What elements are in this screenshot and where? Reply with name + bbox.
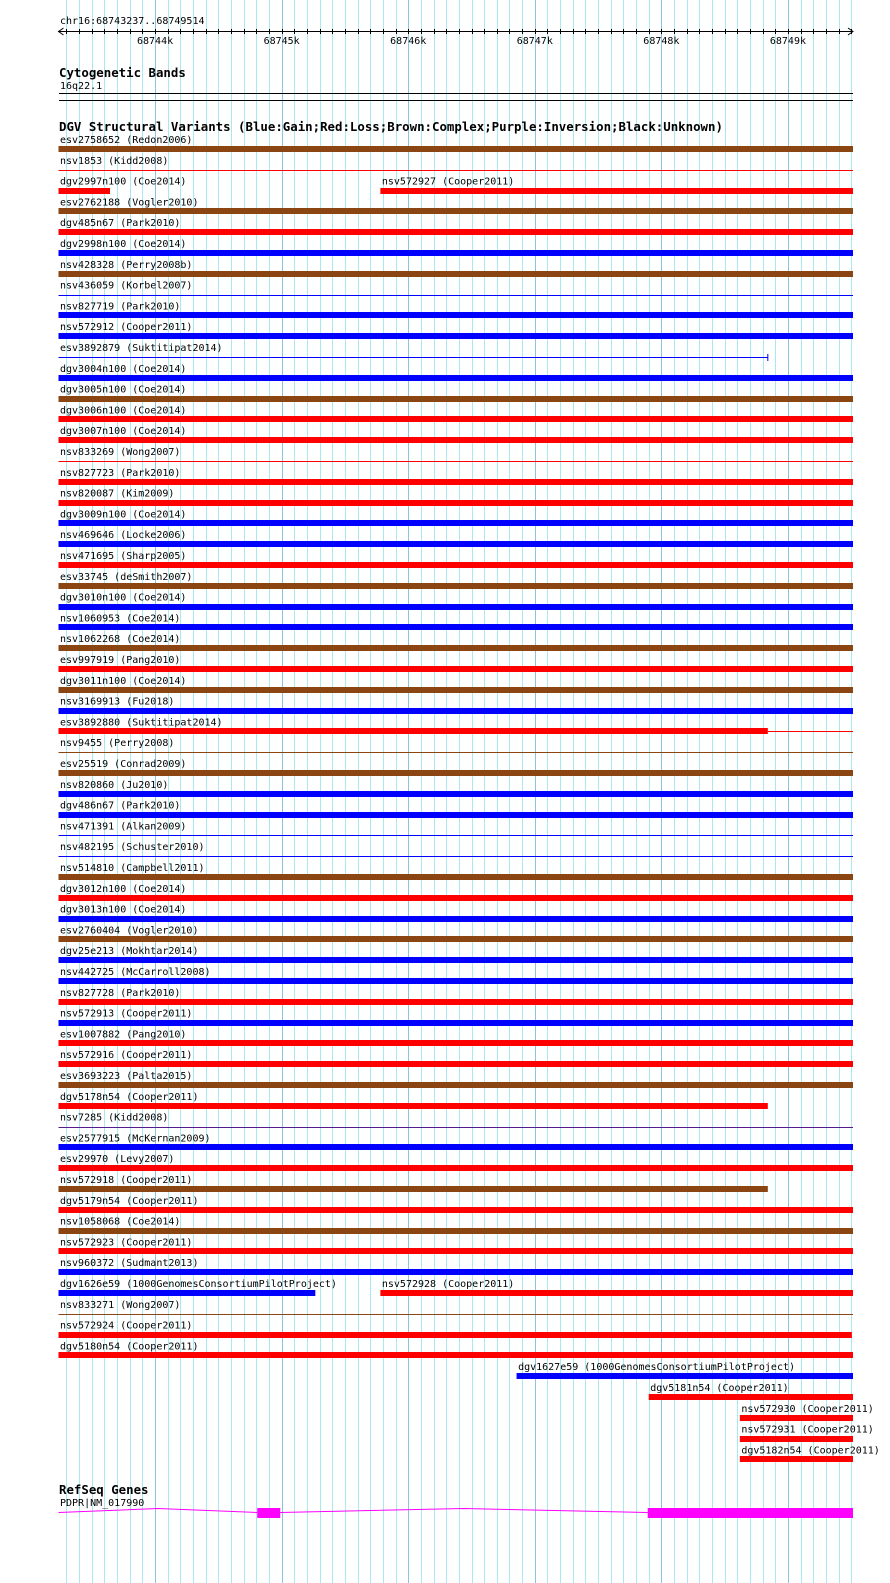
intron-line	[280, 1509, 647, 1513]
variant-label: nsv442725 (McCarroll2008)	[60, 967, 211, 978]
variant-feature[interactable]	[59, 676, 854, 693]
variant-feature[interactable]	[59, 509, 854, 526]
variant-bar	[59, 188, 111, 194]
variant-label: dgv5181n54 (Cooper2011)	[650, 1383, 789, 1394]
variant-bar	[59, 437, 854, 443]
variant-bar	[59, 708, 854, 714]
cytogenetic-bands-track	[59, 65, 853, 101]
variant-feature[interactable]	[59, 572, 854, 589]
variant-feature[interactable]	[59, 1258, 854, 1275]
variant-feature[interactable]	[59, 218, 854, 235]
exon-block[interactable]	[257, 1508, 280, 1518]
variant-label: dgv3011n100 (Coe2014)	[60, 675, 187, 687]
dgv-track-title[interactable]: DGV Structural Variants (Blue:Gain;Red:Loss;Brown:Complex;Purple:Inversion;Black:Unknown)	[59, 119, 723, 134]
variant-feature[interactable]	[59, 842, 854, 856]
variant-label: nsv572918 (Cooper2011)	[60, 1175, 193, 1186]
variant-label: dgv3004n100 (Coe2014)	[60, 363, 187, 375]
variant-feature[interactable]	[59, 1237, 854, 1254]
variant-feature[interactable]	[59, 405, 854, 422]
variant-feature[interactable]	[59, 551, 854, 568]
variant-feature[interactable]	[59, 1300, 854, 1315]
variant-label: nsv3169913 (Fu2018)	[60, 696, 175, 708]
variant-label: esv2758652 (Redon2006)	[60, 135, 193, 146]
variant-feature[interactable]	[59, 322, 854, 339]
variant-feature[interactable]	[59, 738, 854, 752]
variant-label: dgv5179n54 (Cooper2011)	[60, 1195, 199, 1207]
variant-label: dgv3012n100 (Coe2014)	[60, 883, 187, 895]
variant-label: nsv572931 (Cooper2011)	[741, 1424, 874, 1436]
variant-label: esv2577915 (McKernan2009)	[60, 1133, 211, 1145]
variant-feature[interactable]	[59, 717, 854, 734]
variant-feature[interactable]	[59, 530, 854, 547]
variant-label: nsv572913 (Cooper2011)	[60, 1008, 193, 1020]
variant-feature[interactable]	[59, 489, 854, 506]
variant-label: nsv572916 (Cooper2011)	[60, 1050, 193, 1062]
variant-bar	[59, 541, 854, 547]
variant-feature[interactable]	[59, 967, 854, 984]
variant-feature[interactable]	[59, 1113, 854, 1128]
variant-bar	[59, 520, 854, 526]
variant-bar	[59, 312, 854, 318]
gene-label[interactable]: PDPR|NM_017990	[60, 1498, 145, 1509]
variant-bar	[59, 874, 854, 880]
variant-label: nsv572924 (Cooper2011)	[60, 1320, 193, 1332]
variant-label: nsv9455 (Perry2008)	[60, 738, 175, 750]
variant-label: esv2760404 (Vogler2010)	[60, 925, 199, 937]
variant-bar	[59, 770, 854, 776]
variant-bar	[59, 1228, 854, 1234]
variant-label: esv1007882 (Pang2010)	[60, 1029, 187, 1041]
variant-bar	[59, 146, 854, 152]
variant-label: dgv485n67 (Park2010)	[60, 218, 181, 230]
variant-label: dgv2997n100 (Coe2014)	[60, 176, 187, 188]
variant-feature[interactable]	[59, 301, 854, 318]
variant-label: nsv827723 (Park2010)	[60, 467, 181, 479]
variant-label: dgv2998n100 (Coe2014)	[60, 239, 187, 250]
variant-feature[interactable]	[59, 863, 854, 880]
variant-feature[interactable]	[59, 905, 854, 922]
variant-label: esv33745 (deSmith2007)	[60, 571, 193, 583]
variant-label: dgv1627e59 (1000GenomesConsortiumPilotProject)	[518, 1362, 796, 1374]
variant-feature[interactable]	[59, 135, 854, 152]
variant-bar	[59, 645, 854, 651]
variant-feature[interactable]	[59, 593, 854, 610]
variant-feature[interactable]	[740, 1425, 874, 1442]
variant-bar	[59, 687, 854, 693]
variant-bar	[59, 1248, 854, 1254]
variant-bar	[59, 791, 854, 797]
variant-feature[interactable]	[59, 197, 854, 214]
variant-bar	[59, 1207, 854, 1213]
ruler-tick-label: 68749k	[769, 36, 807, 47]
variant-label: nsv820860 (Ju2010)	[60, 779, 169, 791]
variant-label: esv3693223 (Palta2015)	[60, 1071, 193, 1082]
variant-label: esv25519 (Conrad2009)	[60, 759, 187, 770]
variant-bar	[59, 375, 854, 381]
variant-bar	[59, 916, 854, 922]
variant-bar	[59, 333, 854, 339]
variant-bar	[740, 1456, 853, 1462]
variant-label: nsv1853 (Kidd2008)	[60, 155, 169, 167]
variant-bar	[59, 250, 854, 256]
variant-label: dgv3009n100 (Coe2014)	[60, 509, 187, 521]
variant-label: nsv471391 (Alkan2009)	[60, 821, 187, 833]
variant-feature[interactable]	[380, 177, 853, 194]
variant-bar	[59, 728, 768, 734]
variant-feature[interactable]	[59, 281, 854, 296]
variant-feature[interactable]	[59, 634, 854, 651]
variant-bar	[59, 812, 854, 818]
variant-bar	[59, 624, 854, 630]
variant-feature[interactable]	[59, 426, 854, 443]
variant-bar	[59, 978, 854, 984]
exon-block[interactable]	[648, 1508, 853, 1518]
variant-feature[interactable]	[59, 1133, 854, 1150]
variant-bar	[59, 416, 854, 422]
variant-label: dgv1626e59 (1000GenomesConsortiumPilotProject)	[60, 1279, 337, 1290]
intron-line	[59, 1509, 258, 1513]
variant-bar	[59, 1332, 852, 1338]
variant-feature[interactable]	[59, 801, 854, 818]
variant-feature[interactable]	[517, 1362, 853, 1379]
variant-feature[interactable]	[59, 364, 854, 381]
variant-bar	[59, 479, 854, 485]
refseq-genes-track	[59, 1482, 854, 1518]
variant-bar	[59, 500, 854, 506]
variant-label: dgv3007n100 (Coe2014)	[60, 426, 187, 438]
variant-feature[interactable]	[59, 1217, 854, 1234]
variant-label: esv29970 (Levy2007)	[60, 1154, 175, 1166]
variant-bar	[59, 936, 854, 942]
variant-feature[interactable]	[59, 1279, 337, 1296]
dgv-structural-variants-track	[59, 119, 880, 1462]
variant-label: dgv3013n100 (Coe2014)	[60, 904, 187, 916]
variant-feature[interactable]	[59, 385, 854, 402]
variant-label: nsv572927 (Cooper2011)	[381, 176, 515, 188]
variant-bar	[59, 666, 854, 672]
ruler-tick-label: 68747k	[516, 36, 553, 47]
variant-bar	[59, 1269, 854, 1275]
variant-label: dgv3006n100 (Coe2014)	[60, 405, 187, 417]
variant-feature[interactable]	[59, 759, 854, 776]
variant-feature[interactable]	[59, 1341, 854, 1358]
variant-label: nsv833269 (Wong2007)	[60, 447, 181, 458]
variant-feature[interactable]	[59, 260, 854, 277]
variant-label: dgv486n67 (Park2010)	[60, 800, 181, 812]
variant-feature[interactable]	[740, 1445, 880, 1462]
variant-bar	[59, 895, 854, 901]
variant-bar	[59, 396, 854, 402]
variant-bar	[740, 1415, 853, 1421]
variant-label: dgv3005n100 (Coe2014)	[60, 384, 187, 396]
ruler-tick-label: 68744k	[137, 36, 174, 47]
variant-label: nsv820087 (Kim2009)	[60, 488, 175, 500]
variant-label: nsv469646 (Locke2006)	[60, 530, 187, 542]
variant-bar	[59, 1144, 854, 1150]
variant-label: dgv25e213 (Mokhtar2014)	[60, 946, 199, 958]
variant-feature[interactable]	[59, 1009, 854, 1026]
ruler-location-label: chr16:68743237..68749514	[60, 16, 205, 27]
variant-label: nsv960372 (Sudmant2013)	[60, 1258, 199, 1270]
variant-feature[interactable]	[59, 988, 854, 1005]
variant-bar	[59, 1186, 768, 1192]
variant-label: nsv482195 (Schuster2010)	[60, 842, 205, 854]
variant-label: esv2762188 (Vogler2010)	[60, 197, 199, 209]
variant-bar	[59, 1290, 316, 1296]
variant-bar	[380, 188, 853, 194]
variant-bar	[59, 1040, 854, 1046]
variant-feature[interactable]	[649, 1383, 853, 1400]
variant-feature[interactable]	[59, 447, 854, 462]
cytogenetic-bands-title[interactable]: Cytogenetic Bands	[59, 65, 186, 80]
variant-feature[interactable]	[59, 468, 854, 485]
variant-label: esv3892880 (Suktitipat2014)	[60, 717, 223, 729]
variant-label: nsv1062268 (Coe2014)	[60, 634, 181, 646]
ruler-tick-label: 68748k	[643, 36, 680, 47]
variant-feature[interactable]	[59, 697, 854, 714]
cytoband-label: 16q22.1	[60, 81, 103, 92]
variant-feature[interactable]	[59, 946, 854, 963]
variant-bar	[649, 1394, 853, 1400]
variant-label: nsv471695 (Sharp2005)	[60, 551, 187, 562]
variant-feature[interactable]	[740, 1404, 874, 1421]
variant-label: nsv1060953 (Coe2014)	[60, 613, 181, 625]
variant-feature[interactable]	[59, 1050, 854, 1067]
variant-feature[interactable]	[59, 239, 854, 256]
ruler-tick-label: 68746k	[390, 36, 427, 47]
variant-bar	[59, 229, 854, 235]
variant-feature[interactable]	[59, 177, 187, 194]
variant-label: dgv5180n54 (Cooper2011)	[60, 1341, 199, 1353]
variant-bar	[517, 1373, 853, 1379]
variant-bar	[380, 1290, 853, 1296]
variant-feature[interactable]	[59, 1071, 854, 1088]
variant-feature[interactable]	[59, 925, 854, 942]
refseq-track-title[interactable]: RefSeq Genes	[59, 1482, 149, 1497]
ruler-tick-label: 68745k	[263, 36, 300, 47]
variant-label: nsv7285 (Kidd2008)	[60, 1112, 169, 1124]
variant-feature[interactable]	[380, 1279, 853, 1296]
variant-feature[interactable]	[59, 821, 854, 835]
variant-label: nsv428328 (Perry2008b)	[60, 259, 193, 271]
variant-bar	[59, 1103, 768, 1109]
variant-bar	[740, 1436, 853, 1442]
variant-feature[interactable]	[59, 613, 854, 630]
variant-feature[interactable]	[59, 1196, 854, 1213]
variant-label: nsv514810 (Campbell2011)	[60, 863, 205, 874]
variant-label: nsv833271 (Wong2007)	[60, 1299, 181, 1311]
variant-label: dgv5182n54 (Cooper2011)	[741, 1445, 880, 1457]
variant-bar	[59, 957, 854, 963]
variant-bar	[59, 1061, 854, 1067]
variant-bar	[59, 1165, 854, 1171]
variant-label: dgv5178n54 (Cooper2011)	[60, 1091, 199, 1103]
ruler-track	[59, 16, 854, 47]
variant-feature[interactable]	[59, 1321, 852, 1338]
variant-label: dgv3010n100 (Coe2014)	[60, 592, 187, 604]
variant-feature[interactable]	[59, 884, 854, 901]
variant-bar	[59, 604, 854, 610]
variant-label: nsv572930 (Cooper2011)	[741, 1403, 874, 1415]
variant-label: esv997919 (Pang2010)	[60, 655, 181, 666]
variant-label: esv3892879 (Suktitipat2014)	[60, 343, 223, 354]
variant-label: nsv572912 (Cooper2011)	[60, 322, 193, 334]
variant-bar	[59, 1082, 854, 1088]
variant-label: nsv572928 (Cooper2011)	[381, 1279, 515, 1290]
variant-label: nsv436059 (Korbel2007)	[60, 280, 193, 292]
variant-label: nsv827719 (Park2010)	[60, 301, 181, 313]
variant-bar	[59, 208, 854, 214]
variant-bar	[59, 271, 854, 277]
variant-bar	[59, 999, 854, 1005]
variant-bar	[59, 1020, 854, 1026]
variant-label: nsv1058068 (Coe2014)	[60, 1216, 181, 1228]
variant-feature[interactable]	[59, 156, 854, 171]
variant-feature[interactable]	[59, 1029, 854, 1046]
variant-feature[interactable]	[59, 655, 854, 672]
variant-bar	[59, 562, 854, 568]
variant-label: nsv827728 (Park2010)	[60, 987, 181, 999]
variant-label: nsv572923 (Cooper2011)	[60, 1237, 193, 1249]
variant-bar	[59, 583, 854, 589]
variant-feature[interactable]	[59, 1154, 854, 1171]
variant-bar	[59, 1352, 854, 1358]
variant-feature[interactable]	[59, 780, 854, 797]
